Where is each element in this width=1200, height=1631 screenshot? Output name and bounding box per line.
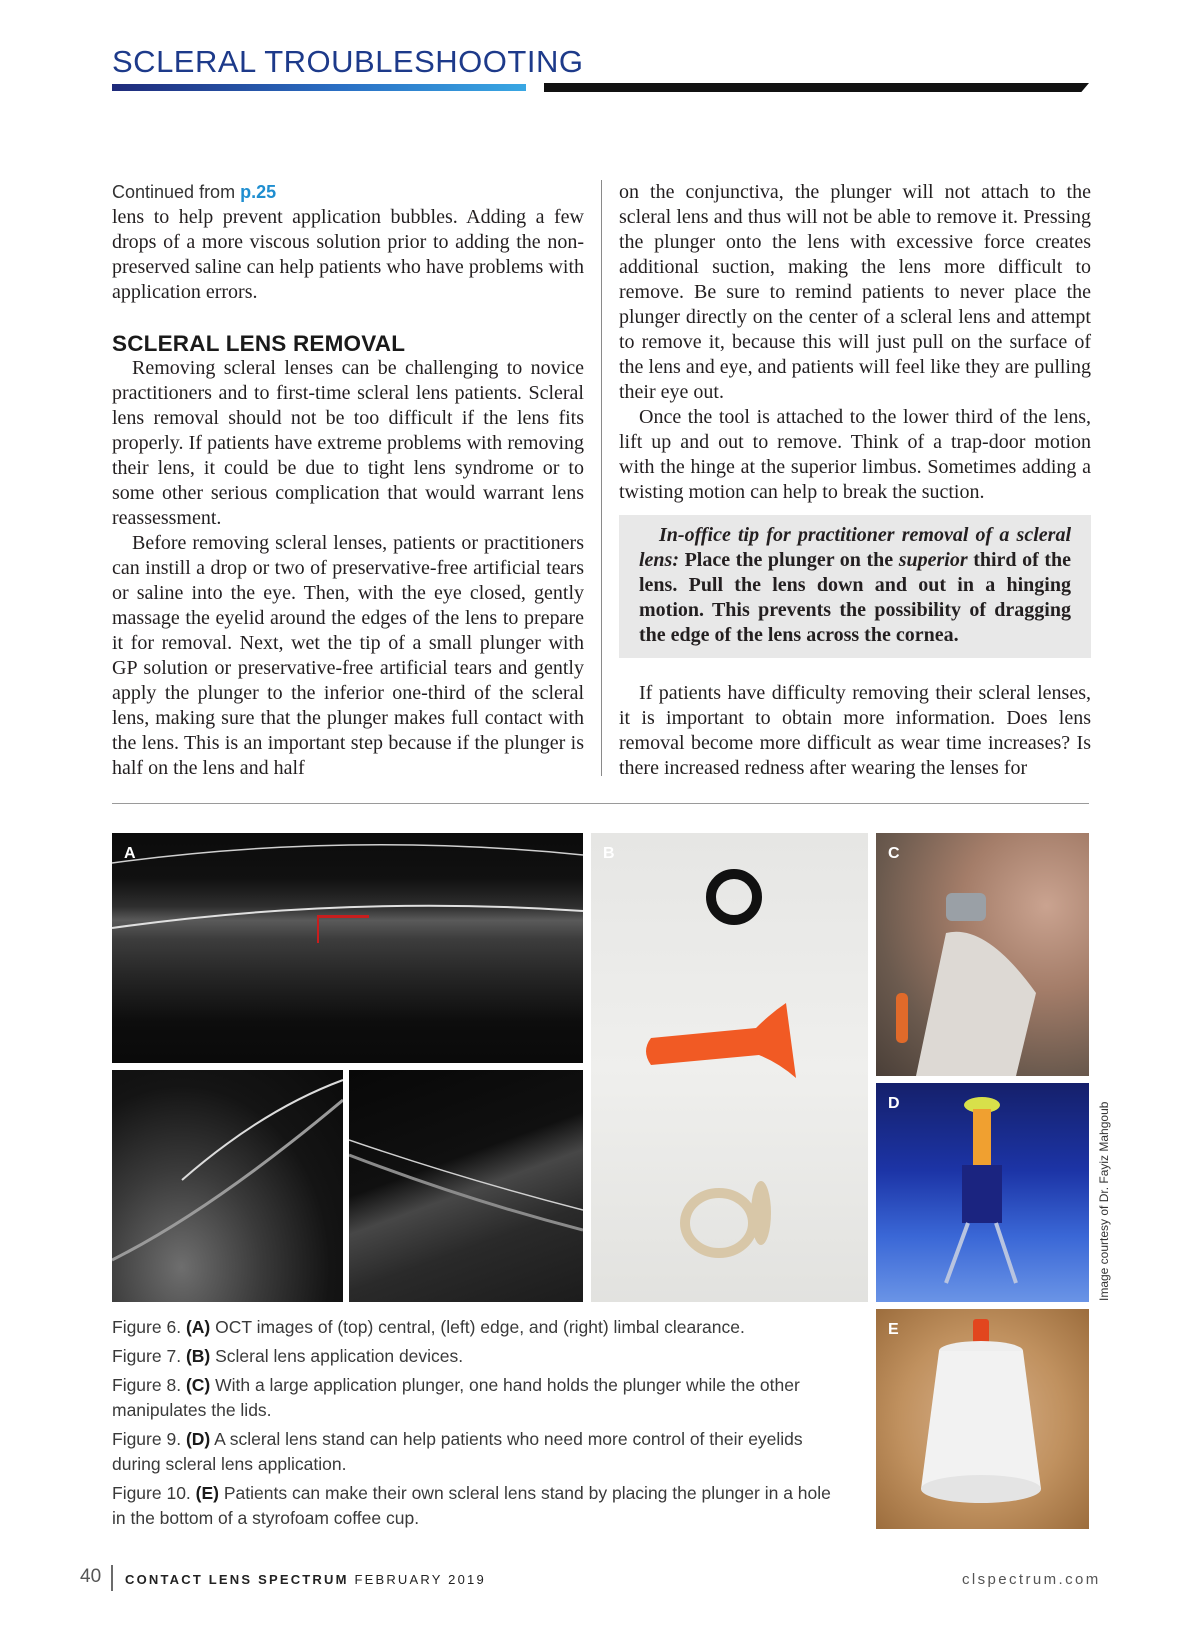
figure-captions xyxy=(112,1315,842,1535)
caption-prefix: Figure 8. xyxy=(112,1375,186,1395)
lens-stand-photo xyxy=(876,1083,1089,1302)
issue-date: FEBRUARY 2019 xyxy=(354,1572,486,1587)
page-number: 40 xyxy=(80,1566,102,1587)
magazine-name: CONTACT LENS SPECTRUM xyxy=(125,1572,349,1587)
intro-paragraph: lens to help prevent application bubbles. Adding a few drops of a more viscous solution prior to adding the non-preserved saline can help patients who have problems with application errors. xyxy=(112,206,584,303)
tip-text-1: Place the plunger on the xyxy=(679,549,899,571)
caption-tag: (B) xyxy=(185,1346,211,1366)
tip-emphasis: superior xyxy=(898,549,968,571)
caption-tag: (C) xyxy=(185,1375,211,1395)
removal-paragraph-2: Before removing scleral lenses, patients or practitioners can instill a drop or two of preservative-free artificial tears or saline into the eye. Then, with the eye closed, gently massage the eyelid around the edges of the lens to prepare it for removal. Next, wet the tip of a small plunger with GP solution or preservative-free artificial tears and gently apply the plunger to the inferior one-third of the scleral lens, making sure that the plunger makes full contact with the lens. This is an important step because if the plunger is half on the lens and half xyxy=(112,532,584,779)
section-title: SCLERAL TROUBLESHOOTING xyxy=(112,44,584,79)
caption-figure-7 xyxy=(112,1344,842,1369)
caption-tag: (A) xyxy=(185,1317,211,1337)
caption-text: Patients can make their own scleral lens stand by placing the plunger in a hole in the bottom of a styrofoam coffee cup. xyxy=(112,1483,831,1528)
oct-edge-image xyxy=(112,1070,343,1302)
magazine-issue xyxy=(125,1572,486,1587)
oct-central-image xyxy=(112,833,583,1063)
oct-central-scan xyxy=(112,833,583,1063)
caption-tag: (D) xyxy=(185,1429,211,1449)
figure-label-e: E xyxy=(888,1321,899,1338)
in-office-tip-box xyxy=(619,515,1091,658)
figure-label-c: C xyxy=(888,845,900,862)
caption-prefix: Figure 9. xyxy=(112,1429,186,1449)
lens-stand-illustration xyxy=(876,1083,1089,1302)
article-column-right xyxy=(619,180,1091,781)
column-divider xyxy=(601,180,602,776)
orange-plunger-device xyxy=(646,1003,796,1078)
tip-text-2: third of the lens. Pull the lens down and out in a hinging motion. This prevents the possibility of dragging the edge of the lens across the cornea. xyxy=(639,549,1071,646)
right-paragraph-3: If patients have difficulty removing their scleral lenses, it is important to obtain more information. Does lens removal become more difficult as wear time increases? Is there increased redness after wearing the lenses for xyxy=(619,682,1091,779)
continued-page-link[interactable]: p.25 xyxy=(240,182,277,202)
figure-label-b: B xyxy=(603,845,615,862)
website-link[interactable]: clspectrum.com xyxy=(962,1571,1101,1588)
caption-figure-8 xyxy=(112,1373,842,1423)
figure-label-a: A xyxy=(124,845,136,862)
article-column-left xyxy=(112,180,584,781)
section-title-underline xyxy=(112,84,526,91)
right-paragraph-2: Once the tool is attached to the lower third of the lens, lift up and out to remove. Think of a trap-door motion with the hinge at the superior limbus. Sometimes adding a twisting motion can help to break the suction. xyxy=(619,406,1091,503)
plunger-use-photo xyxy=(876,833,1089,1076)
caption-figure-10 xyxy=(112,1481,842,1531)
removal-paragraph-1: Removing scleral lenses can be challenging to novice practitioners and to first-time scleral lens patients. Scleral lens removal should not be too difficult if the lens fits properly. If patients have extreme problems with removing their lens, it could be due to tight lens syndrome or to some other serious complication that would warrant lens reassessment. xyxy=(112,357,584,529)
caption-text: A scleral lens stand can help patients who need more control of their eyelids during scleral lens application. xyxy=(112,1429,803,1474)
caption-prefix: Figure 6. xyxy=(112,1317,186,1337)
section-heading: SCLERAL LENS REMOVAL xyxy=(112,331,406,356)
figure-separator-rule xyxy=(112,803,1089,804)
styrofoam-cup-stand-photo xyxy=(876,1309,1089,1529)
caption-text: With a large application plunger, one hand holds the plunger while the other manipulates the lids. xyxy=(112,1375,800,1420)
application-devices-illustration xyxy=(591,833,868,1302)
footer-divider xyxy=(111,1565,113,1591)
styrofoam-cup-illustration xyxy=(876,1309,1089,1529)
oct-limbal-image xyxy=(349,1070,583,1302)
figure-label-d: D xyxy=(888,1095,900,1112)
caption-tag: (E) xyxy=(195,1483,219,1503)
caption-prefix: Figure 7. xyxy=(112,1346,186,1366)
caption-text: OCT images of (top) central, (left) edge, and (right) limbal clearance. xyxy=(210,1317,745,1337)
continued-note xyxy=(112,180,584,205)
right-paragraph-1: on the conjunctiva, the plunger will not attach to the scleral lens and thus will not be able to remove it. Pressing the plunger onto the lens with excessive force creates additional suction, making the lens more difficult to remove. Be sure to remind patients to never place the plunger directly on the center of a scleral lens and attempt to remove it, because this will just pull on the surface of the lens and eye, and patients will feel like they are pulling their eye out. xyxy=(619,181,1091,403)
black-ring-device xyxy=(711,874,757,920)
tip-lead: In-office tip for practitioner removal of a scleral lens: xyxy=(639,524,1071,571)
header-rule xyxy=(544,83,1089,92)
caption-text: Scleral lens application devices. xyxy=(210,1346,464,1366)
caption-figure-9 xyxy=(112,1427,842,1477)
clear-ring-device xyxy=(685,1193,753,1253)
photo-credit: Image courtesy of Dr. Fayiz Mahgoub xyxy=(1097,1101,1111,1301)
oct-edge-scan xyxy=(112,1070,343,1302)
caption-figure-6 xyxy=(112,1315,842,1340)
plunger-use-illustration xyxy=(876,833,1089,1076)
continued-prefix: Continued from xyxy=(112,182,241,202)
caption-prefix: Figure 10. xyxy=(112,1483,196,1503)
oct-limbal-scan xyxy=(349,1070,583,1302)
application-devices-photo xyxy=(591,833,868,1302)
